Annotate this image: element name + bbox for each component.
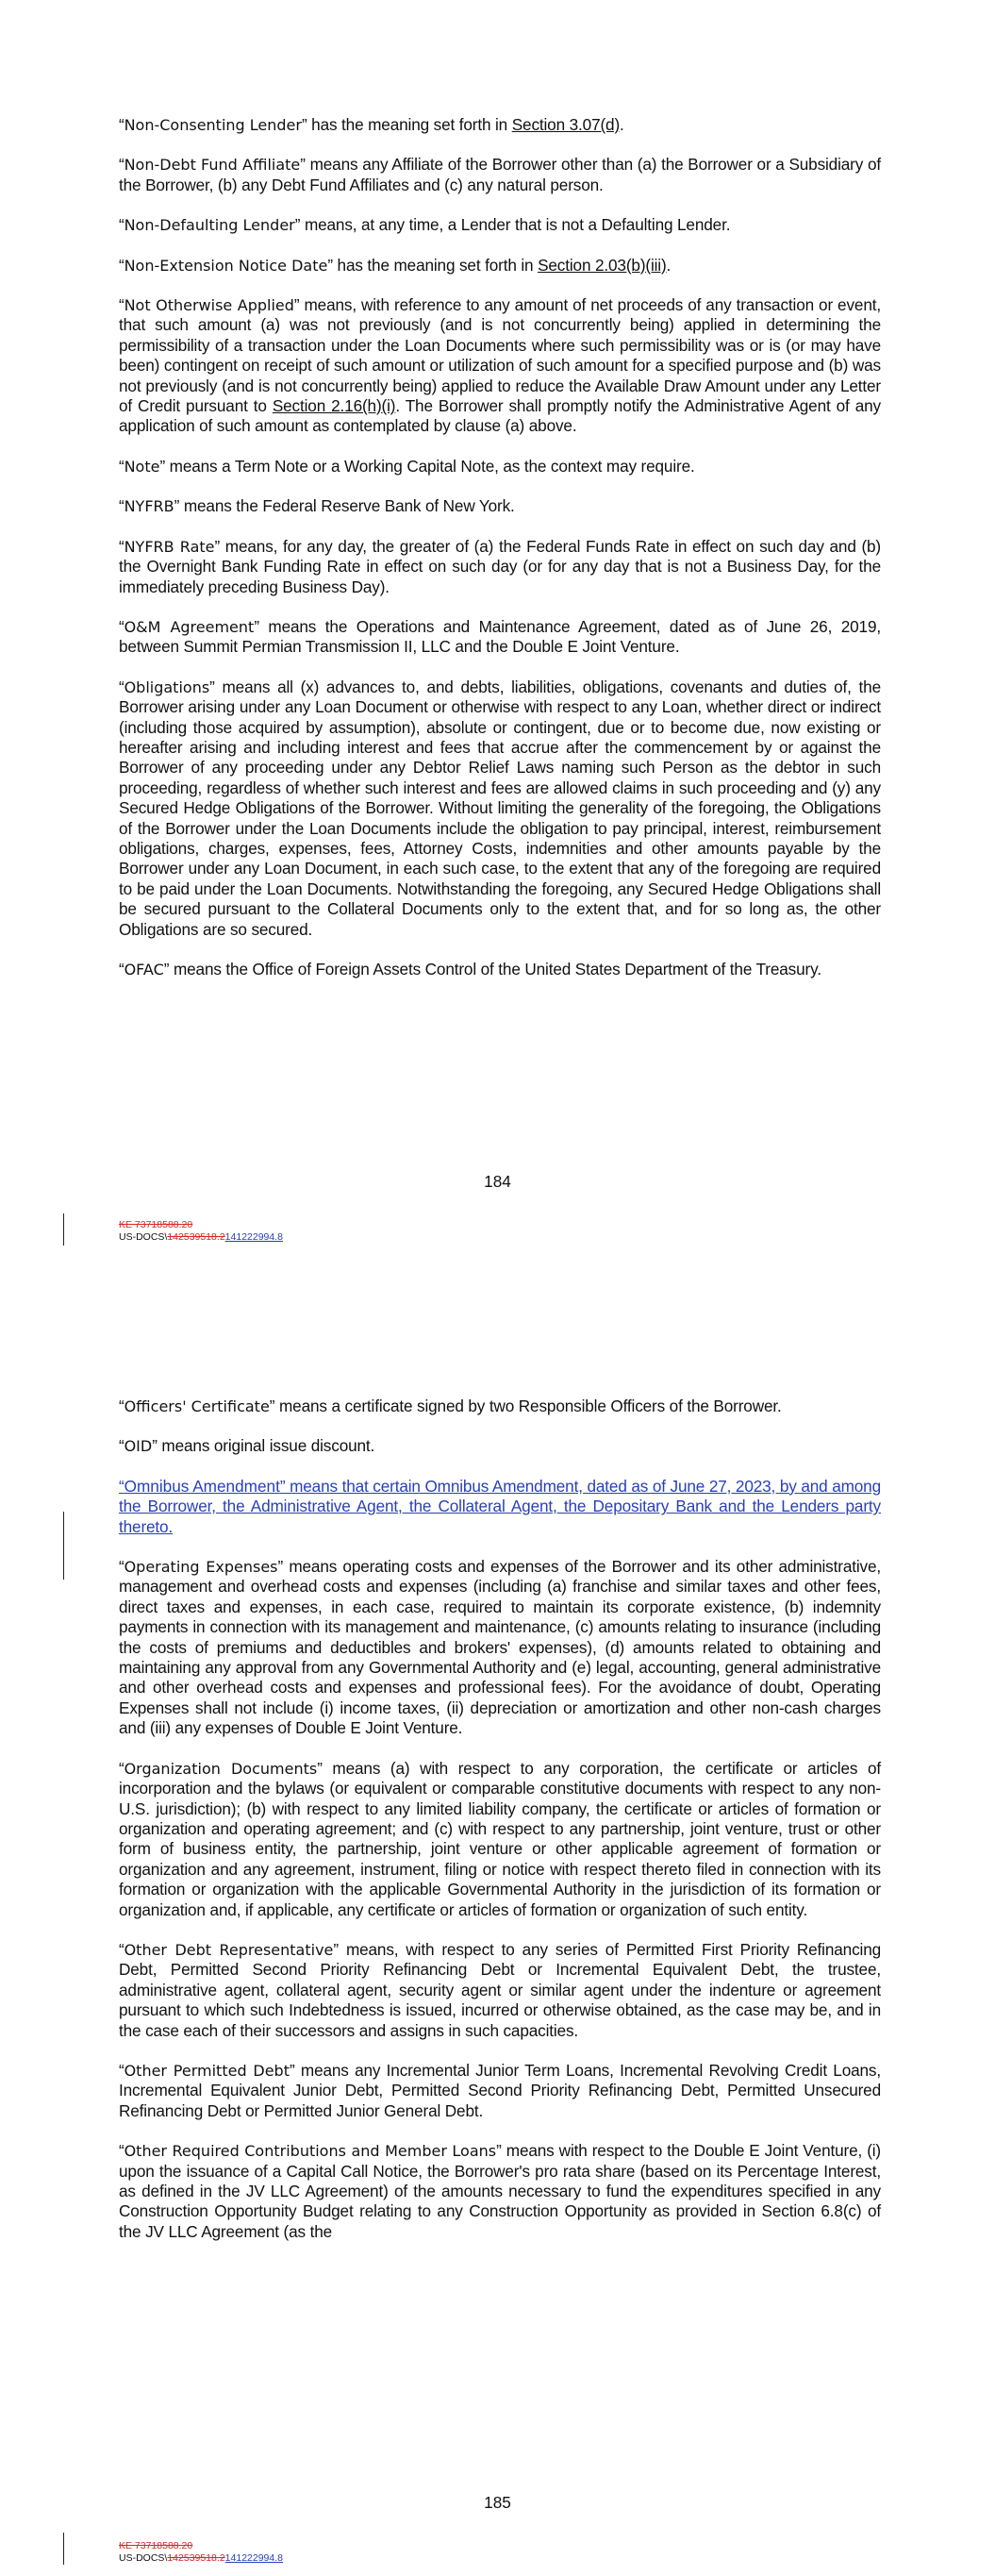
definition-paragraph: “Non-Defaulting Lender” means, at any time, a Lender that is not a Defaulting Lender. — [119, 215, 731, 235]
definitions-list — [119, 115, 881, 999]
deleted-doc-id: KE 73718588.20 — [119, 1219, 193, 1230]
definition-text: means (a) with respect to any corporation, the certificate or articles of incorporation and the bylaws (or equivalent or comparable constitutive documents with respect to any non-U.S. jurisdiction); (b) with respect to any limited liability company, the certificate or articles of formation or organization and operating agreement; and (c) with respect to any partnership, joint venture, trust or other form of business entity, the partnership, joint venture or other applicable agreement of formation or organization and any agreement, instrument, filing or notice with respect thereto filed in connection with its formation or organization with the applicable Governmental Authority in the jurisdiction of its formation or organization and, if applicable, any certificate or articles of formation or organization of such entity. — [119, 1758, 881, 1919]
deleted-doc-id: KE 73718588.20 — [119, 2540, 193, 2551]
new-doc-number: 141222994.8 — [224, 1231, 283, 1243]
definition-text: has the meaning set forth in — [307, 115, 512, 134]
new-doc-number: 141222994.8 — [224, 2552, 283, 2564]
definition-paragraph: “OID” means original issue discount. — [119, 1436, 375, 1456]
defined-term: Non-Debt Fund Affiliate — [124, 156, 301, 175]
definition-text: means operating costs and expenses of the Borrower and its other administrative, management and overhead costs and expenses (including (a) franchise and similar taxes and other fees, direct taxes and expenses, in each case, required to maintain its corporate existence, (b) indemnity payments in connection with its management and maintenance, (c) amounts relating to insurance (including the costs of premiums and deductibles and brokers' expenses), (d) amounts related to obtaining and maintaining any approval from any Governmental Authority and (e) legal, accounting, general administrative and other overhead costs and expenses and professional fees). For the avoidance of doubt, Operating Expenses shall not include (i) income taxes, (ii) depreciation or amortization and other non-cash charges and (iii) any expenses of Double E Joint Venture. — [119, 1557, 882, 1738]
defined-term: Officers' Certificate — [124, 1397, 270, 1415]
defined-term: Operating Expenses — [124, 1558, 278, 1577]
definition-paragraph: “Not Otherwise Applied” means, with reference to any amount of net proceeds of any transaction or event, that such amount (a) was not previously (and is not concurrently being) applied in determining the permissibility of a transaction under the Loan Documents where such permissibility was or is (or may have been) contingent on receipt of such amount or utilization of such amount for a specified purpose and (b) was not previously (and is not concurrently being) applied to reduce the Available Draw Amount under any Letter of Credit pursuant to Section 2.16(h)(i). The Borrower shall promptly notify the Administrative Agent of any application of such amount as contemplated by clause (a) above. — [119, 295, 881, 436]
definition-paragraph: “Operating Expenses” means operating costs and expenses of the Borrower and its other administrative, management and overhead costs and expenses (including (a) franchise and similar taxes and other fees, direct taxes and expenses, in each case, required to maintain its corporate existence, (b) indemnity payments in connection with its management and maintenance, (c) amounts relating to insurance (including the costs of premiums and deductibles and brokers' expenses), (d) amounts related to obtaining and maintaining any approval from any Governmental Authority and (e) legal, accounting, general administrative and other overhead costs and expenses and professional fees). For the avoidance of doubt, Operating Expenses shall not include (i) income taxes, (ii) depreciation or amortization and other non-cash charges and (iii) any expenses of Double E Joint Venture. — [119, 1557, 882, 1738]
defined-term: Organization Documents — [124, 1759, 318, 1778]
defined-term: Other Permitted Debt — [124, 2061, 290, 2080]
section-reference: Section 3.07(d) — [511, 115, 621, 134]
definition-text: means a Term Note or a Working Capital Note, as the context may require. — [165, 456, 695, 476]
section-reference: Section 2.16(h)(i) — [272, 396, 396, 416]
definition-paragraph: “Organization Documents” means (a) with respect to any corporation, the certificate or articles of incorporation and the bylaws (or equivalent or comparable constitutive documents with respect to any non-U.S. jurisdiction); (b) with respect to any limited liability company, the certificate or articles of formation or organization and operating agreement; and (c) with respect to any partnership, joint venture, trust or other form of business entity, the partnership, joint venture or other applicable agreement of formation or organization and any agreement, instrument, filing or notice with respect thereto filed in connection with its formation or organization with the applicable Governmental Authority in the jurisdiction of its formation or organization and, if applicable, any certificate or articles of formation or organization of such entity. — [119, 1758, 881, 1919]
defined-term: Non-Defaulting Lender — [124, 216, 295, 235]
definitions-list — [119, 1397, 881, 2262]
defined-term: Non-Extension Notice Date — [124, 256, 328, 275]
change-bar — [63, 1213, 64, 1246]
definition-paragraph: “Non-Debt Fund Affiliate” means any Affiliate of the Borrower other than (a) the Borrower or a Subsidiary of the Borrower, (b) any Debt Fund Affiliates and (c) any natural person. — [119, 155, 881, 194]
defined-term: NYFRB Rate — [124, 537, 215, 556]
definition-paragraph: “Non-Consenting Lender” has the meaning set forth in Section 3.07(d). — [119, 115, 624, 134]
defined-term: Not Otherwise Applied — [124, 296, 294, 315]
page-185 — [0, 1397, 995, 2576]
defined-term: Other Debt Representative — [124, 1940, 334, 1959]
definition-paragraph: “Other Debt Representative” means, with respect to any series of Permitted First Priority Refinancing Debt, Permitted Second Priority Refinancing Debt or Incremental Equivalent Debt, the trustee, administrative agent, collateral agent, security agent or similar agent under the indenture or agreement pursuant to which such Indebtedness is issued, incurred or otherwise obtained, as the case may be, and in the case each of their successors and assigns in such capacities. — [119, 1939, 882, 2040]
defined-term: O&M Agreement — [124, 617, 255, 636]
page-number: 184 — [484, 1172, 511, 1191]
definition-text: means any Incremental Junior Term Loans, Incremental Revolving Credit Loans, Incremental Equivalent Junior Debt, Permitted Second Priority Refinancing Debt, Permitted Unsecured Refinancing Debt or Permitted Junior General Debt. — [119, 2060, 881, 2120]
definition-paragraph: “NYFRB” means the Federal Reserve Bank of New York. — [119, 496, 515, 516]
definition-text: means, with reference to any amount of net proceeds of any transaction or event, that such amount (a) was not previously (and is not concurrently being) applied in determining the permissibility of a transaction under the Loan Documents where such permissibility was or is (or may have been) contingent on receipt of such amount or utilization of such amount for a specified purpose and (b) was not previously (and is not concurrently being) applied to reduce the Available Draw Amount under any Letter of Credit pursuant to — [119, 295, 881, 416]
definition-paragraph: “Other Permitted Debt” means any Incremental Junior Term Loans, Incremental Revolving Credit Loans, Incremental Equivalent Junior Debt, Permitted Second Priority Refinancing Debt, Permitted Unsecured Refinancing Debt or Permitted Junior General Debt. — [119, 2060, 881, 2120]
definition-paragraph: “Obligations” means all (x) advances to, and debts, liabilities, obligations, covenants and duties of, the Borrower arising under any Loan Document or otherwise with respect to any Loan, whether direct or indirect (including those acquired by assumption), absolute or contingent, due or to become due, now existing or hereafter arising and including interest and fees that accrue after the commencement by or against the Borrower of any proceeding under any Debtor Relief Laws naming such Person as the debtor in such proceeding, regardless of whether such interest and fees are allowed claims in such proceeding and (y) any Secured Hedge Obligations of the Borrower. Without limiting the generality of the foregoing, the Obligations of the Borrower under the Loan Documents include the obligation to pay principal, interest, reimbursement obligations, charges, expenses, fees, Attorney Costs, indemnities and other amounts payable by the Borrower under any Loan Document, in each such case, to the extent that any of the foregoing are required to be paid under the Loan Documents. Notwithstanding the foregoing, any Secured Hedge Obligations shall be secured pursuant to the Collateral Documents only to the extent that, and for so long as, the other Obligations are so secured. — [119, 677, 881, 939]
definition-text: means all (x) advances to, and debts, liabilities, obligations, covenants and duties of, the Borrower arising under any Loan Document or otherwise with respect to any Loan, whether direct or indirect (including those acquired by assumption), absolute or contingent, due or to become due, now existing or hereafter arising and including interest and fees that accrue after the commencement by or against the Borrower of any proceeding under any Debtor Relief Laws naming such Person as the debtor in such proceeding, regardless of whether such interest and fees are allowed claims in such proceeding and (y) any Secured Hedge Obligations of the Borrower. Without limiting the generality of the foregoing, the Obligations of the Borrower under the Loan Documents include the obligation to pay principal, interest, reimbursement obligations, charges, expenses, fees, Attorney Costs, indemnities and other amounts payable by the Borrower under any Loan Document, in each such case, to the extent that any of the foregoing are required to be paid under the Loan Documents. Notwithstanding the foregoing, any Secured Hedge Obligations shall be secured pursuant to the Collateral Documents only to the extent that, and for so long as, the other Obligations are so secured. — [119, 677, 881, 939]
change-bar — [63, 2533, 64, 2565]
inserted-definition-paragraph: “Omnibus Amendment” means that certain Omnibus Amendment, dated as of June 27, 2023, by and among the Borrower, the Administrative Agent, the Collateral Agent, the Depositary Bank and the Lenders party thereto. — [119, 1476, 881, 1536]
definition-text: means a certificate signed by two Responsible Officers of the Borrower. — [274, 1397, 782, 1415]
defined-term: OID — [124, 1437, 153, 1456]
definition-paragraph: “Officers' Certificate” means a certificate signed by two Responsible Officers of the Borrower. — [119, 1397, 782, 1415]
definition-paragraph: “Other Required Contributions and Member Loans” means with respect to the Double E Joint Venture, (i) upon the issuance of a Capital Call Notice, the Borrower's pro rata share (based on its Percentage Interest, as defined in the JV LLC Agreement) of the amounts necessary to fund the expenditures specified in any Construction Opportunity Budget relating to any Construction Opportunity as provided in Section 6.8(c) of the JV LLC Agreement (as the — [119, 2141, 882, 2241]
definition-text: means original issue discount. — [157, 1436, 375, 1456]
page-number: 185 — [484, 2493, 511, 2512]
page-184 — [0, 0, 995, 1264]
definition-text: has the meaning set forth in — [332, 255, 539, 275]
document-id: KE 73718588.20 US-DOCS\142539518.2141222994.8 — [119, 1219, 283, 1243]
old-doc-number: 142539518.2 — [167, 1231, 225, 1243]
change-bar-inserted — [63, 1512, 64, 1580]
definition-text: means that certain Omnibus Amendment, dated as of June 27, 2023, by and among the Borrower, the Administrative Agent, the Collateral Agent, the Depositary Bank and the Lenders party thereto. — [119, 1476, 881, 1536]
old-doc-number: 142539518.2 — [167, 2552, 225, 2564]
definition-paragraph: “O&M Agreement” means the Operations and Maintenance Agreement, dated as of June 26, 2019, between Summit Permian Transmission II, LLC and the Double E Joint Venture. — [119, 616, 881, 657]
definition-text: means, with respect to any series of Permitted First Priority Refinancing Debt, Permitted Second Priority Refinancing Debt or Incremental Equivalent Debt, the trustee, administrative agent, collateral agent, security agent or similar agent under the indenture or agreement pursuant to which such Indebtedness is issued, incurred or otherwise obtained, as the case may be, and in the case each of their successors and assigns in such capacities. — [119, 1939, 882, 2040]
document-id: KE 73718588.20 US-DOCS\142539518.2141222994.8 — [119, 2540, 283, 2564]
defined-term: Note — [124, 457, 160, 476]
definition-text: means the Operations and Maintenance Agreement, dated as of June 26, 2019, between Summit Permian Transmission II, LLC and the Double E Joint Venture. — [119, 616, 881, 657]
definition-text: means any Affiliate of the Borrower other than (a) the Borrower or a Subsidiary of the Borrower, (b) any Debt Fund Affiliates and (c) any natural person. — [119, 155, 881, 194]
defined-term: OFAC — [124, 961, 164, 979]
defined-term: Other Required Contributions and Member Loans — [124, 2142, 497, 2161]
section-reference: Section 2.03(b)(iii) — [538, 255, 667, 275]
definition-text: means the Federal Reserve Bank of New York. — [179, 496, 515, 516]
definition-text: means with respect to the Double E Joint Venture, (i) upon the issuance of a Capital Call Notice, the Borrower's pro rata share (based on its Percentage Interest, as defined in the JV LLC Agreement) of the amounts necessary to fund the expenditures specified in any Construction Opportunity Budget relating to any Construction Opportunity as provided in Section 6.8(c) of the JV LLC Agreement (as the — [119, 2141, 882, 2241]
definition-paragraph: “NYFRB Rate” means, for any day, the greater of (a) the Federal Funds Rate in effect on such day and (b) the Overnight Bank Funding Rate in effect on such day (or for any day that is not a Business Day, for the immediately preceding Business Day). — [119, 536, 882, 596]
defined-term: NYFRB — [124, 497, 174, 516]
defined-term: Obligations — [124, 677, 210, 696]
definition-text: means, at any time, a Lender that is not a Defaulting Lender. — [300, 215, 731, 235]
defined-term: Non-Consenting Lender — [124, 116, 302, 134]
defined-term: Omnibus Amendment — [124, 1476, 280, 1496]
definition-paragraph: “Non-Extension Notice Date” has the meaning set forth in Section 2.03(b)(iii). — [119, 255, 672, 275]
definition-paragraph: “Note” means a Term Note or a Working Capital Note, as the context may require. — [119, 456, 695, 476]
definition-text: means the Office of Foreign Assets Control of the United States Department of the Treasury. — [169, 960, 821, 979]
definition-paragraph: “OFAC” means the Office of Foreign Assets Control of the United States Department of the Treasury. — [119, 960, 821, 979]
definition-text: means, for any day, the greater of (a) the Federal Funds Rate in effect on such day and (b) the Overnight Bank Funding Rate in effect on such day (or for any day that is not a Business Day, for the immediately preceding Business Day). — [119, 536, 882, 596]
